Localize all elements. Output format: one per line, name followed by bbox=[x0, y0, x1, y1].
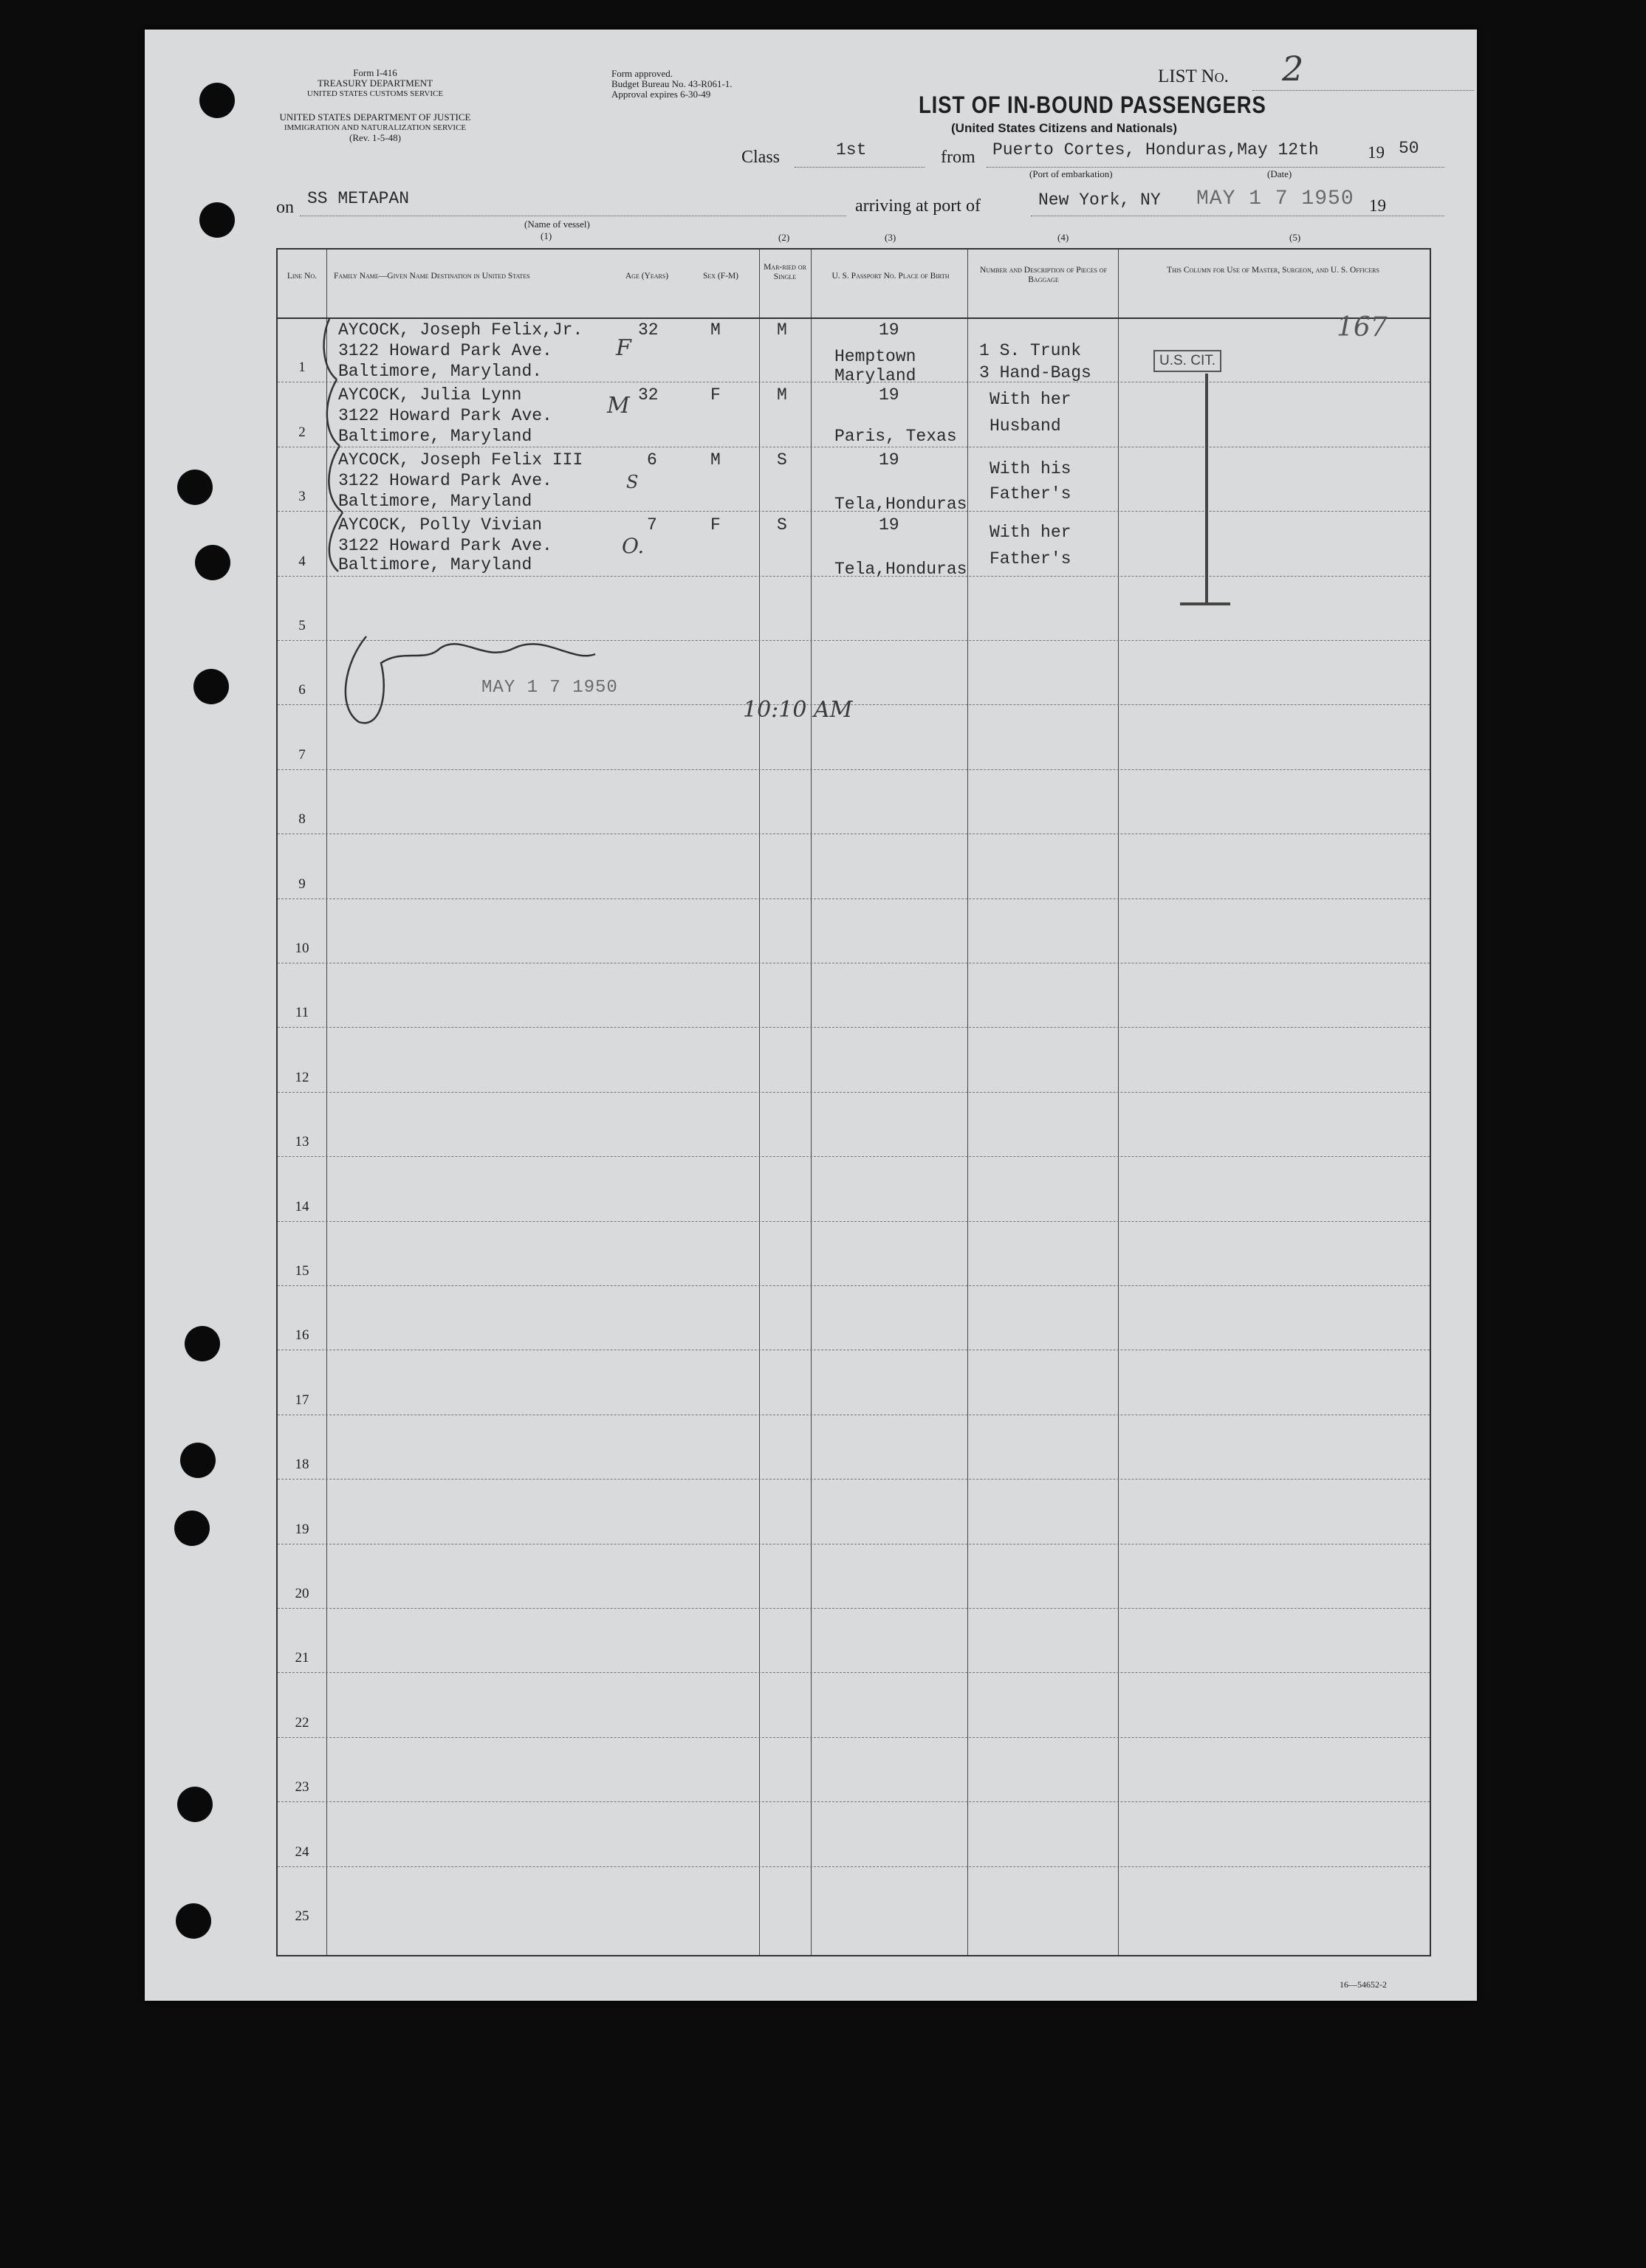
line-number: 24 bbox=[295, 1843, 309, 1860]
binder-hole bbox=[199, 202, 235, 238]
column-tick-line bbox=[1180, 374, 1230, 604]
on-label: on bbox=[276, 198, 294, 217]
handwriting-marks bbox=[278, 250, 1430, 1955]
header-officers: This Column for Use of Master, Surgeon, and U. S. Officers bbox=[1167, 266, 1379, 275]
passenger-city: Baltimore, Maryland. bbox=[338, 362, 543, 381]
line-number: 16 bbox=[295, 1327, 309, 1344]
arriving-label: arriving at port of bbox=[855, 196, 981, 216]
header-married: Mar-ried or Single bbox=[764, 263, 806, 281]
family-bracket bbox=[324, 319, 343, 571]
class-label: Class bbox=[741, 148, 781, 167]
birth-place-2: Maryland bbox=[834, 366, 916, 385]
passenger-address: 3122 Howard Park Ave. bbox=[338, 536, 552, 555]
line-number: 3 bbox=[298, 489, 306, 505]
dept-treasury: TREASURY DEPARTMENT bbox=[317, 78, 433, 89]
header-passport: U. S. Passport No. Place of Birth bbox=[831, 272, 950, 281]
col-number-2: (2) bbox=[778, 232, 790, 243]
passenger-age: 6 bbox=[647, 450, 657, 470]
line-number: 17 bbox=[295, 1392, 309, 1408]
passenger-status: M bbox=[777, 320, 787, 340]
binder-hole bbox=[195, 545, 230, 580]
line-number: 23 bbox=[295, 1779, 309, 1796]
birth-place: Hemptown bbox=[834, 347, 916, 366]
passenger-sex: M bbox=[710, 320, 721, 340]
col-number-5: (5) bbox=[1289, 232, 1301, 243]
page-title: LIST OF IN-BOUND PASSENGERS bbox=[919, 92, 1266, 118]
form-number: Form I-416 bbox=[353, 67, 397, 78]
citizen-stamp: U.S. CIT. bbox=[1153, 350, 1221, 372]
baggage-line-1: With her bbox=[990, 523, 1071, 542]
approval-line-3: Approval expires 6-30-49 bbox=[611, 89, 711, 100]
vessel-col-number: (1) bbox=[541, 230, 552, 241]
binder-hole bbox=[176, 1903, 211, 1939]
binder-hole bbox=[174, 1511, 210, 1546]
line-number: 20 bbox=[295, 1586, 309, 1601]
passenger-city: Baltimore, Maryland bbox=[338, 492, 532, 511]
dept-justice: UNITED STATES DEPARTMENT OF JUSTICE bbox=[279, 111, 471, 123]
form-revision: (Rev. 1-5-48) bbox=[349, 132, 401, 143]
passenger-sex: F bbox=[710, 515, 721, 535]
passport-no: 19 bbox=[879, 515, 899, 535]
binder-hole bbox=[180, 1443, 216, 1478]
col-number-4: (4) bbox=[1057, 232, 1069, 243]
date-caption: (Date) bbox=[1267, 168, 1292, 179]
officer-signature bbox=[346, 636, 595, 723]
baggage-line-1: 1 S. Trunk bbox=[979, 341, 1082, 360]
arriving-port: New York, NY bbox=[1038, 190, 1161, 210]
line-number: 11 bbox=[295, 1005, 309, 1021]
header-sex: Sex (F-M) bbox=[702, 272, 739, 281]
list-no-value: 2 bbox=[1282, 49, 1304, 89]
arriving-year: 19 bbox=[1369, 196, 1386, 215]
line-number: 15 bbox=[295, 1263, 309, 1279]
passport-no: 19 bbox=[879, 320, 899, 340]
passenger-status: M bbox=[777, 385, 787, 405]
passenger-age: 32 bbox=[638, 320, 659, 340]
line-number: 9 bbox=[298, 876, 306, 892]
dept-customs: UNITED STATES CUSTOMS SERVICE bbox=[306, 89, 444, 98]
passenger-table bbox=[276, 248, 1431, 1956]
port-caption: (Port of embarkation) bbox=[1029, 168, 1113, 179]
handwritten-mark: S bbox=[626, 472, 639, 492]
page-subtitle: (United States Citizens and Nationals) bbox=[951, 121, 1178, 135]
passport-no: 19 bbox=[879, 450, 899, 470]
line-number: 22 bbox=[295, 1714, 309, 1731]
passenger-address: 3122 Howard Park Ave. bbox=[338, 471, 552, 490]
binder-hole bbox=[185, 1326, 220, 1361]
year-prefix: 19 bbox=[1368, 143, 1385, 162]
footer-code: 16—54652-2 bbox=[1340, 1979, 1387, 1990]
passenger-sex: F bbox=[710, 385, 721, 405]
vessel-caption: (Name of vessel) bbox=[524, 219, 590, 230]
line-number: 12 bbox=[295, 1069, 309, 1085]
vessel-name: SS METAPAN bbox=[307, 189, 410, 208]
binder-hole bbox=[193, 669, 229, 704]
inspection-date-stamp: MAY 1 7 1950 bbox=[481, 678, 618, 698]
officer-number: 167 bbox=[1337, 312, 1388, 343]
line-number: 5 bbox=[298, 618, 306, 633]
line-number: 1 bbox=[298, 360, 306, 376]
year-suffix: 50 bbox=[1399, 139, 1419, 158]
approval-line-1: Form approved. bbox=[611, 68, 673, 79]
line-number: 4 bbox=[298, 553, 306, 569]
arrival-date-stamp: MAY 1 7 1950 bbox=[1196, 188, 1354, 210]
birth-place-2: Paris, Texas bbox=[834, 427, 957, 446]
line-number: 2 bbox=[298, 424, 306, 440]
baggage-line-1: With his bbox=[990, 459, 1071, 478]
line-number: 14 bbox=[295, 1198, 309, 1214]
line-number: 21 bbox=[295, 1650, 309, 1666]
list-no-label: LIST No. bbox=[1158, 66, 1229, 86]
from-value: Puerto Cortes, Honduras,May 12th bbox=[992, 140, 1319, 159]
from-underline bbox=[987, 167, 1444, 168]
line-number: 13 bbox=[295, 1134, 309, 1150]
binder-hole bbox=[199, 83, 235, 118]
binder-hole bbox=[177, 1787, 213, 1822]
baggage-line-2: Husband bbox=[990, 416, 1061, 436]
line-number: 8 bbox=[298, 811, 306, 828]
class-underline bbox=[795, 167, 925, 168]
passenger-age: 7 bbox=[647, 515, 657, 535]
arrival-time-note: 10:10 AM bbox=[743, 697, 853, 723]
handwritten-mark: M bbox=[607, 393, 630, 419]
baggage-line-2: 3 Hand-Bags bbox=[979, 363, 1091, 382]
passport-no: 19 bbox=[879, 385, 899, 405]
line-number: 7 bbox=[298, 746, 306, 763]
form-sheet bbox=[145, 30, 1477, 2001]
class-value: 1st bbox=[836, 140, 867, 159]
passenger-status: S bbox=[777, 450, 787, 470]
line-number: 6 bbox=[298, 682, 306, 698]
passenger-age: 32 bbox=[638, 385, 659, 405]
list-no-underline bbox=[1252, 90, 1474, 91]
header-baggage: Number and Description of Pieces of Baggage bbox=[979, 266, 1108, 284]
passenger-city: Baltimore, Maryland bbox=[338, 427, 532, 446]
passenger-address: 3122 Howard Park Ave. bbox=[338, 406, 552, 425]
from-label: from bbox=[941, 148, 975, 167]
passenger-name: AYCOCK, Julia Lynn bbox=[338, 385, 522, 405]
approval-line-2: Budget Bureau No. 43-R061-1. bbox=[611, 78, 733, 89]
binder-hole bbox=[177, 470, 213, 505]
passenger-name: AYCOCK, Polly Vivian bbox=[338, 515, 543, 535]
header-line-no: Line No. bbox=[287, 272, 318, 281]
passenger-name: AYCOCK, Joseph Felix III bbox=[338, 450, 583, 470]
passenger-address: 3122 Howard Park Ave. bbox=[338, 341, 552, 360]
baggage-line-2: Father's bbox=[990, 549, 1071, 568]
dept-immigration: IMMIGRATION AND NATURALIZATION SERVICE bbox=[284, 123, 467, 132]
birth-place-2: Tela,Honduras bbox=[834, 495, 967, 514]
line-number: 25 bbox=[295, 1908, 309, 1924]
line-number: 18 bbox=[295, 1457, 309, 1473]
line-number: 10 bbox=[295, 941, 309, 956]
handwritten-mark: O. bbox=[622, 534, 645, 558]
passenger-status: S bbox=[777, 515, 787, 535]
birth-place-2: Tela,Honduras bbox=[834, 560, 967, 579]
passenger-name: AYCOCK, Joseph Felix,Jr. bbox=[338, 320, 583, 340]
line-number: 19 bbox=[295, 1521, 309, 1537]
header-age: Age (Years) bbox=[625, 272, 669, 281]
passenger-sex: M bbox=[710, 450, 721, 470]
passenger-city: Baltimore, Maryland bbox=[338, 555, 532, 574]
col-number-3: (3) bbox=[885, 232, 896, 243]
header-name: Family Name—Given Name Destination in United States bbox=[334, 272, 530, 281]
baggage-line-2: Father's bbox=[990, 484, 1071, 504]
handwritten-mark: F bbox=[616, 335, 631, 361]
baggage-line-1: With her bbox=[990, 390, 1071, 409]
